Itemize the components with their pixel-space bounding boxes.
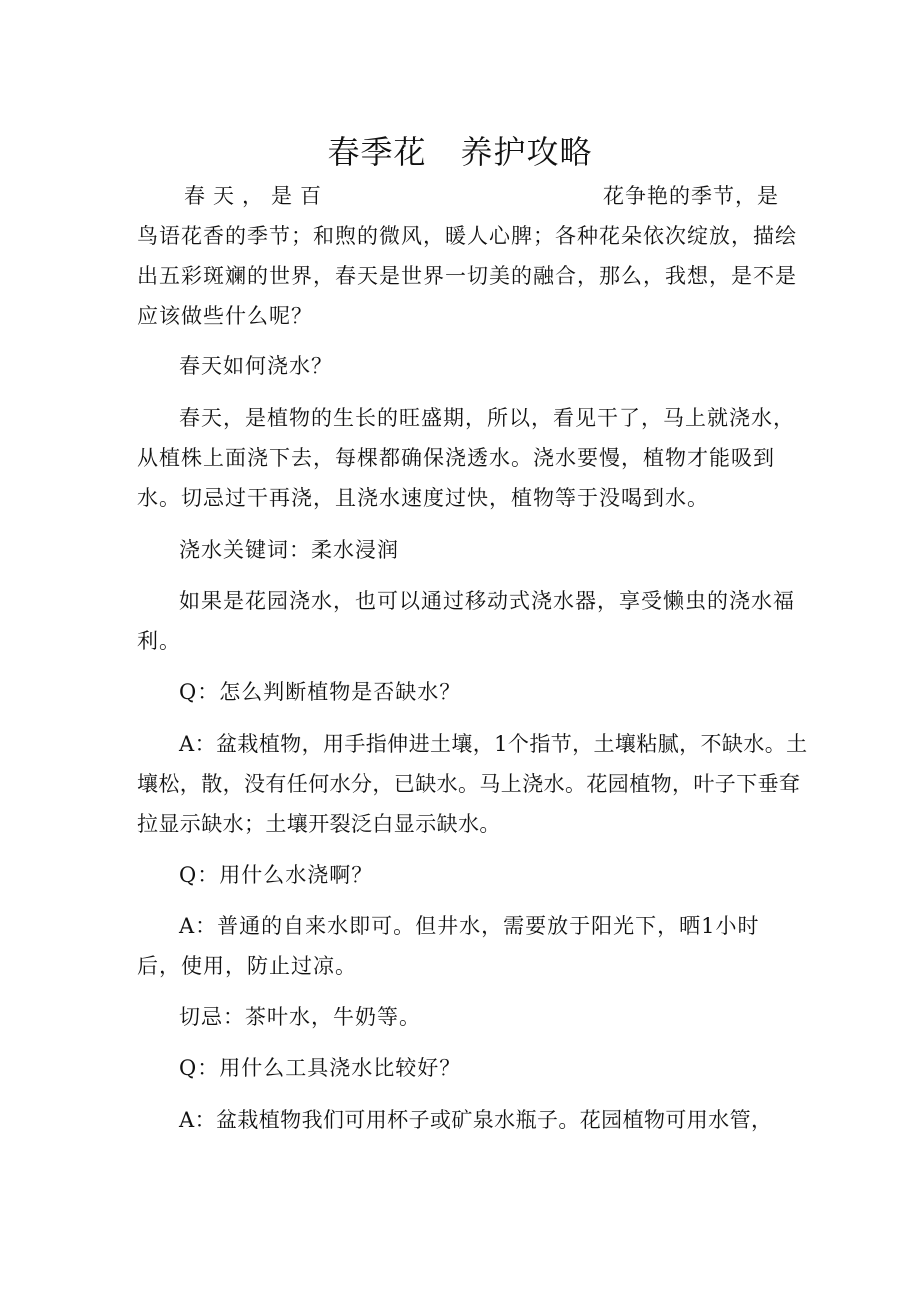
garden-tip-paragraph: 如果是花园浇水，也可以通过移动式浇水器，享受懒虫的浇水福利。 xyxy=(137,589,795,653)
answer-2: A：普通的自来水即可。但井水，需要放于阳光下，晒1小时后，使用，防止过凉。 xyxy=(137,914,760,978)
watering-keyword: 浇水关键词：柔水浸润 xyxy=(179,538,399,562)
watering-paragraph: 春天，是植物的生长的旺盛期，所以，看见干了，马上就浇水，从植株上面浇下去，每棵都确保浇透水。浇水要慢，植物才能吸到水。切忌过干再浇，且浇水速度过快，植物等于没喝到水。 xyxy=(137,406,795,510)
answer-3: A：盆栽植物我们可用杯子或矿泉水瓶子。花园植物可用水管， xyxy=(179,1108,773,1132)
avoid-note: 切忌：茶叶水，牛奶等。 xyxy=(179,1005,421,1029)
intro-paragraph: 鸟语花香的季节；和煦的微风，暖人心脾；各种花朵依次绽放，描绘出五彩斑斓的世界，春天是世界一切美的融合，那么，我想，是不是应该做些什么呢？ xyxy=(137,224,797,328)
title-part-1: 春季花 xyxy=(327,133,427,171)
intro-first-line xyxy=(137,176,797,216)
intro-start: 春天，是百 xyxy=(184,184,329,208)
question-2: Q：用什么水浇啊？ xyxy=(179,863,374,887)
watering-heading: 春天如何浇水？ xyxy=(179,354,333,378)
intro-continuation: 花争艳的季节，是 xyxy=(603,184,779,208)
answer-1: A：盆栽植物，用手指伸进土壤，1个指节，土壤粘腻，不缺水。土壤松，散，没有任何水分，已缺水。马上浇水。花园植物，叶子下垂耷拉显示缺水；土壤开裂泛白显示缺水。 xyxy=(137,732,808,836)
question-1: Q：怎么判断植物是否缺水？ xyxy=(179,680,462,704)
question-3: Q：用什么工具浇水比较好？ xyxy=(179,1056,462,1080)
title-part-2: 养护攻略 xyxy=(460,133,593,171)
page-title xyxy=(0,130,920,174)
